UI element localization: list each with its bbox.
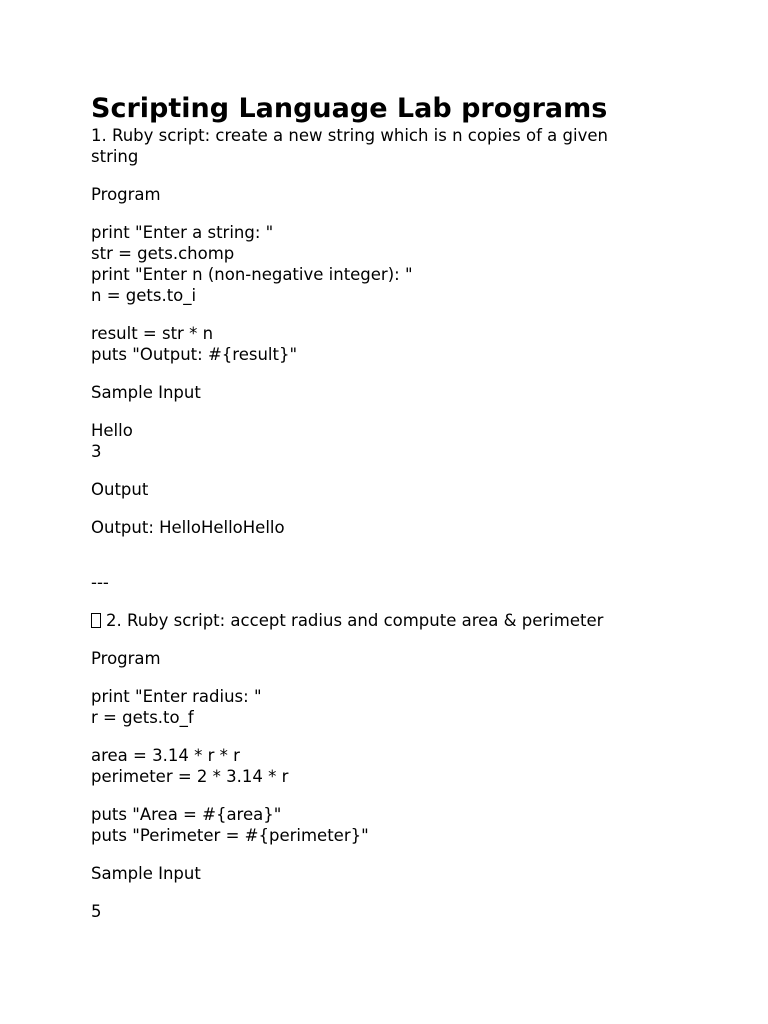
section-1-code-block-2: [91, 323, 691, 365]
section-2-heading-row: [91, 610, 691, 631]
document-page: [91, 92, 691, 939]
section-1-code-block-1: [91, 222, 691, 306]
section-1-sample-input-label: Sample Input: [91, 383, 201, 402]
code-line: print "Enter radius: ": [91, 687, 262, 706]
sample-input-line: 5: [91, 902, 102, 921]
section-1-sample-input: [91, 420, 691, 462]
section-separator: ---: [91, 573, 109, 592]
section-1-heading: 1. Ruby script: create a new string which is n copies of a given string: [91, 126, 608, 166]
missing-glyph-icon: [91, 613, 101, 628]
code-line: r = gets.to_f: [91, 708, 194, 727]
code-line: result = str * n: [91, 324, 214, 343]
section-1-program-label: Program: [91, 185, 161, 204]
code-line: perimeter = 2 * 3.14 * r: [91, 767, 289, 786]
code-line: puts "Output: #{result}": [91, 345, 298, 364]
section-2-code-block-1: [91, 686, 691, 728]
code-line: print "Enter a string: ": [91, 223, 274, 242]
code-line: puts "Perimeter = #{perimeter}": [91, 826, 369, 845]
section-2-code-block-3: [91, 804, 691, 846]
section-2-heading: 2. Ruby script: accept radius and compute area & perimeter: [106, 611, 604, 630]
code-line: str = gets.chomp: [91, 244, 235, 263]
section-2-sample-input: [91, 901, 691, 922]
code-line: area = 3.14 * r * r: [91, 746, 240, 765]
section-2-sample-input-label: Sample Input: [91, 864, 201, 883]
sample-input-line: 3: [91, 442, 102, 461]
code-line: n = gets.to_i: [91, 286, 197, 305]
section-2-program-label: Program: [91, 649, 161, 668]
section-2-code-block-2: [91, 745, 691, 787]
document-title: Scripting Language Lab programs: [91, 93, 608, 124]
section-1-output-label: Output: [91, 480, 149, 499]
sample-input-line: Hello: [91, 421, 133, 440]
code-line: puts "Area = #{area}": [91, 805, 282, 824]
section-1-output-value: Output: HelloHelloHello: [91, 518, 285, 537]
code-line: print "Enter n (non-negative integer): ": [91, 265, 413, 284]
